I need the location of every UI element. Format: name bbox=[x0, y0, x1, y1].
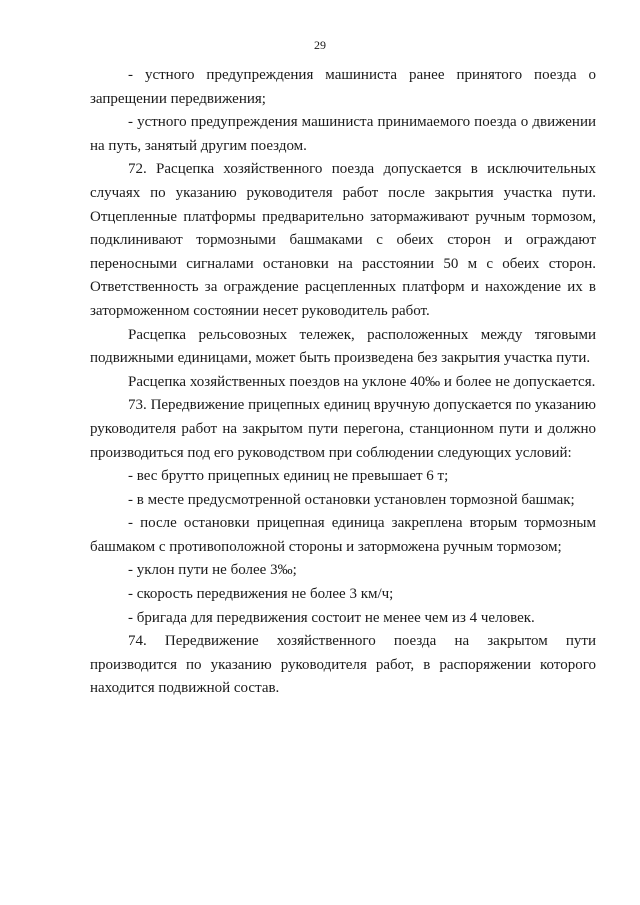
list-item-track-slope: - уклон пути не более 3‰; bbox=[128, 562, 297, 579]
list-item-gross-weight: - вес брутто прицепных единиц не превышает 6 т; bbox=[128, 468, 449, 485]
paragraph-warning-departed-train: - устного предупреждения машиниста ранее принятого поезда о запрещении передвижения; bbox=[90, 67, 596, 107]
paragraph-72-uncoupling: 72. Расцепка хозяйственного поезда допускается в исключительных случаях по указанию руководителя работ после закрытия участка пути. Отцепленные платформы предварительно затормаживают ручным тормозом, подклинивают тормозными башмаками с обеих сторон и ограждают переносными сигналами остановки на расстоянии 50 м с обеих сторон. Ответственность за ограждение расцепленных платформ и нахождение их в заторможенном состоянии несет руководитель работ. bbox=[90, 161, 596, 319]
page-number: 29 bbox=[314, 38, 326, 52]
list-item-second-brake-shoe: - после остановки прицепная единица закреплена вторым тормозным башмаком с противоположной стороны и заторможена ручным тормозом; bbox=[90, 515, 596, 555]
list-item-crew: - бригада для передвижения состоит не менее чем из 4 человек. bbox=[128, 609, 535, 626]
paragraph-74-work-train-movement: 74. Передвижение хозяйственного поезда на закрытом пути производится по указанию руководителя работ, в распоряжении которого находится подвижной состав. bbox=[90, 633, 596, 697]
document-body bbox=[90, 64, 596, 701]
paragraph-warning-arriving-train: - устного предупреждения машиниста принимаемого поезда о движении на путь, занятый другим поездом. bbox=[90, 114, 596, 154]
list-item-brake-shoe: - в месте предусмотренной остановки установлен тормозной башмак; bbox=[128, 491, 575, 508]
paragraph-73-manual-movement: 73. Передвижение прицепных единиц вручную допускается по указанию руководителя работ на закрытом пути перегона, станционном пути и должно производиться под его руководством при соблюдении следующих условий: bbox=[90, 397, 596, 461]
list-item-speed: - скорость передвижения не более 3 км/ч; bbox=[128, 586, 394, 603]
paragraph-rail-carts-uncoupling: Расцепка рельсовозных тележек, расположенных между тяговыми подвижными единицами, может быть произведена без закрытия участка пути. bbox=[90, 326, 596, 367]
paragraph-slope-restriction: Расцепка хозяйственных поездов на уклоне 40‰ и более не допускается. bbox=[128, 373, 596, 390]
